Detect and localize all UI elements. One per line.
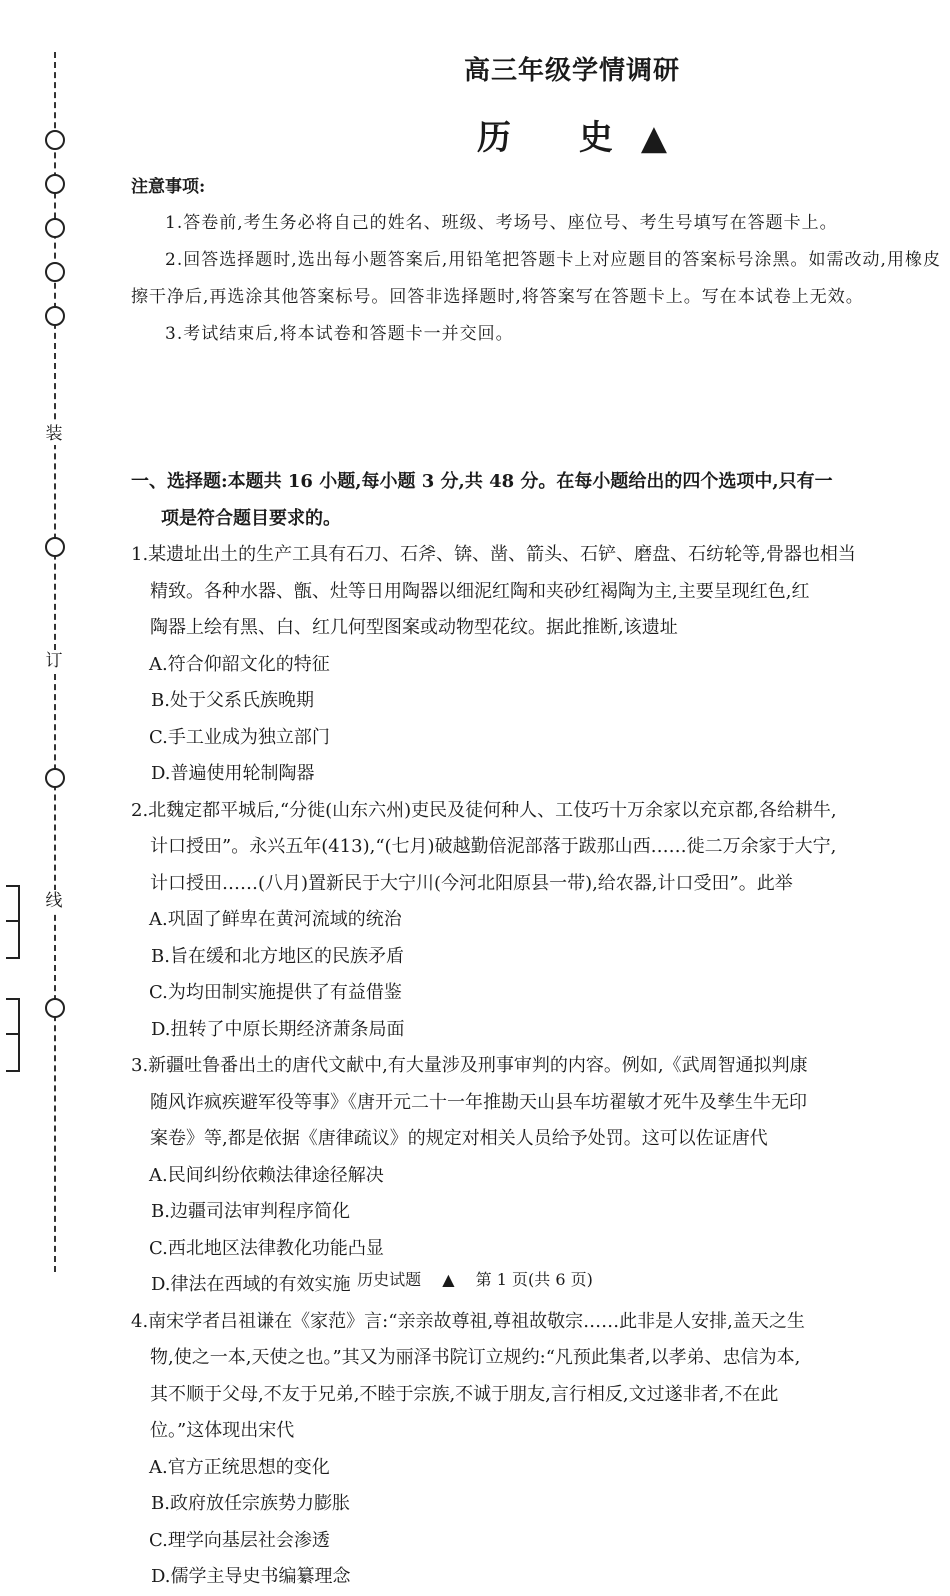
binding-hole-icon: [45, 130, 65, 150]
option-b: B.边疆司法审判程序简化: [151, 1201, 350, 1222]
notice-heading: 注意事项:: [131, 177, 206, 197]
option-b: B.处于父系氏族晚期: [151, 690, 314, 711]
notice-list: [131, 205, 941, 353]
stem-line: 随风诈疯疾避军役等事》《唐开元二十一年推勘天山县车坊翟敏才死牛及孳生牛无印: [150, 1091, 807, 1113]
triangle-icon: ▲: [442, 1270, 455, 1289]
question-1: [131, 537, 941, 793]
stem-line: 计口授田”。永兴五年(413),“(七月)破越勤倍泥部落于跋那山西……徙二万余家于大宁,: [150, 836, 837, 857]
page-number: 第 1 页(共 6 页): [475, 1270, 593, 1289]
notice-item: 2.回答选择题时,选出每小题答案后,用铅笔把答题卡上对应题目的答案标号涂黑。如需改动,用橡皮擦干净后,再选涂其他答案标号。回答非选择题时,将答案写在答题卡上。写在本试卷上无效。: [131, 250, 941, 307]
stem-line: 案卷》等,都是依据《唐律疏议》的规定对相关人员给予处罚。这可以佐证唐代: [150, 1128, 768, 1149]
question-stem: [131, 793, 941, 903]
option-c: C.西北地区法律教化功能凸显: [149, 1237, 384, 1259]
section-heading-line: 项是符合题目要求的。: [161, 508, 341, 529]
question-stem: [131, 537, 941, 647]
binding-hole-icon: [45, 174, 65, 194]
option-b: B.政府放任宗族势力膨胀: [151, 1493, 350, 1514]
option-group: [131, 647, 941, 793]
option-c: C.理学向基层社会渗透: [149, 1529, 330, 1551]
stem-line: 物,使之一本,天使之也。”其又为丽泽书院订立规约:“凡预此集者,以孝弟、忠信为本,: [150, 1347, 801, 1368]
option-b: B.旨在缓和北方地区的民族矛盾: [151, 945, 404, 967]
binding-bracket: [6, 885, 20, 959]
option-a: A.巩固了鲜卑在黄河流域的统治: [149, 909, 402, 930]
binding-word-xian: 线: [42, 890, 66, 912]
option-a: A.符合仰韶文化的特征: [149, 653, 330, 675]
option-group: [131, 1450, 941, 1596]
question-2: [131, 793, 941, 1049]
subject-name: 历 史: [477, 118, 641, 158]
stem-line: 陶器上绘有黑、白、红几何型图案或动物型花纹。据此推断,该遗址: [150, 617, 678, 638]
stem-line: 其不顺于父母,不友于兄弟,不睦于宗族,不诚于朋友,言行相反,文过遂非者,不在此: [150, 1383, 779, 1405]
question-list: [131, 537, 941, 1596]
binding-hole-icon: [45, 218, 65, 238]
option-a: A.官方正统思想的变化: [149, 1456, 330, 1478]
stem-line: 3.新疆吐鲁番出土的唐代文献中,有大量涉及刑事审判的内容。例如,《武周智通拟判康: [131, 1055, 808, 1076]
subject-heading: [131, 110, 941, 159]
section-heading: [131, 463, 941, 537]
stem-line: 2.北魏定都平城后,“分徙(山东六州)吏民及徒何种人、工伎巧十万余家以充京都,各给耕牛,: [131, 799, 837, 821]
notice-item: 3.考试结束后,将本试卷和答题卡一并交回。: [165, 324, 514, 344]
question-stem: [131, 1048, 941, 1158]
option-d: D.律法在西域的有效实施: [151, 1274, 351, 1295]
binding-word-ding: 订: [42, 650, 66, 672]
option-d: D.普遍使用轮制陶器: [151, 763, 315, 784]
binding-hole-icon: [45, 537, 65, 557]
stem-line: 计口授田……(八月)置新民于大宁川(今河北阳原县一带),给农器,计口受田”。此举: [150, 872, 793, 894]
exam-title: 高三年级学情调研: [463, 56, 680, 86]
question-stem: [131, 1304, 941, 1450]
binding-hole-icon: [45, 998, 65, 1018]
option-d: D.扭转了中原长期经济萧条局面: [151, 1018, 405, 1040]
question-4: [131, 1304, 941, 1596]
option-c: C.为均田制实施提供了有益借鉴: [149, 982, 402, 1003]
binding-bracket: [6, 998, 20, 1072]
footer-label: 历史试题: [357, 1270, 422, 1289]
page-footer: [0, 1267, 950, 1290]
option-a: A.民间纠纷依赖法律途径解决: [149, 1164, 384, 1186]
stem-line: 精致。各种水器、甑、灶等日用陶器以细泥红陶和夹砂红褐陶为主,主要呈现红色,红: [150, 580, 810, 602]
notice-item: 1.答卷前,考生务必将自己的姓名、班级、考场号、座位号、考生号填写在答题卡上。: [165, 213, 838, 233]
stem-line: 位。”这体现出宋代: [150, 1420, 295, 1441]
binding-word-zhuang: 装: [42, 423, 66, 445]
stem-line: 4.南宋学者吕祖谦在《家范》言:“亲亲故尊祖,尊祖故敬宗……此非是人安排,盖天之生: [131, 1310, 805, 1332]
stem-line: 1.某遗址出土的生产工具有石刀、石斧、锛、凿、箭头、石铲、磨盘、石纺轮等,骨器也相当: [131, 544, 856, 565]
option-d: D.儒学主导史书编纂理念: [151, 1566, 351, 1587]
option-group: [131, 902, 941, 1048]
binding-hole-icon: [45, 306, 65, 326]
section-heading-line: 一、选择题:本题共 16 小题,每小题 3 分,共 48 分。在每小题给出的四个选项中,只有一: [131, 471, 833, 492]
binding-hole-icon: [45, 262, 65, 282]
binding-margin: [0, 0, 110, 1345]
triangle-icon: ▲: [640, 118, 667, 158]
binding-hole-icon: [45, 768, 65, 788]
question-3: [131, 1048, 941, 1304]
option-c: C.手工业成为独立部门: [149, 726, 330, 748]
